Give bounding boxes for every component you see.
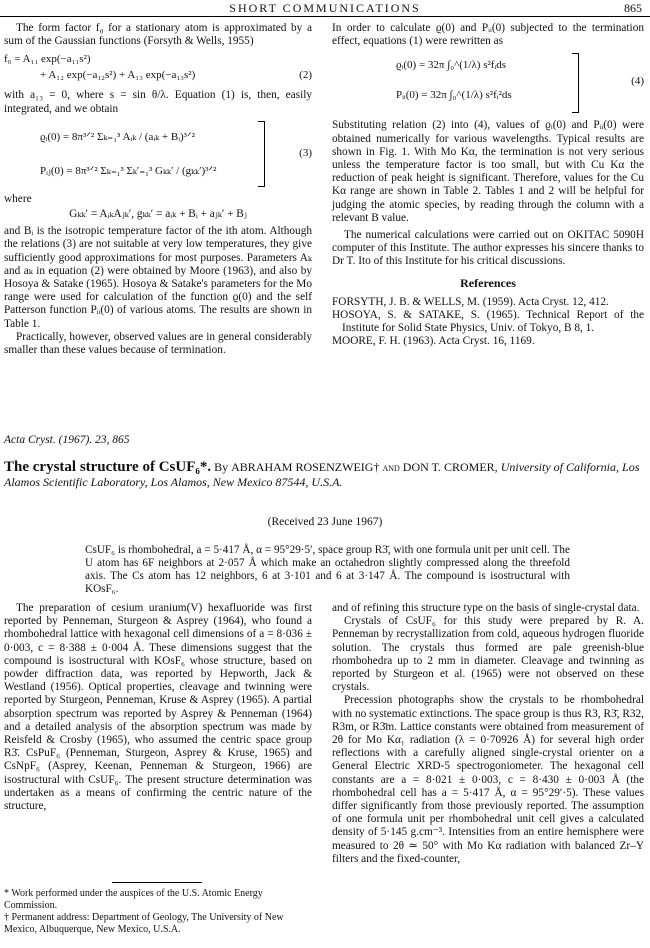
footnote: * Work performed under the auspices of the U.S. Atomic Energy Commission. (4, 888, 263, 911)
paragraph: The numerical calculations were carried out on OKITAC 5090H computer of this Institute. The author expresses his sincere thanks to Dr T. Ito of this Institute for his critical discussions. (332, 229, 644, 268)
equation-line: f₀ = A₁₁ exp(−a₁₁s²) (4, 53, 91, 66)
paragraph: Precession photographs show the crystals to be rhombohedral with no systematic extinctions. The space group is thus R3, R3̄, R32, R3m, or R3̄m. Lattice constants were obtained from measurement of 2θ for Mo Kα₁ radiation (λ = 0·70926 Å) for several high order reflections with a carefully aligned single-crystal orienter on a General Electric XRD-5 spectrogoniometer. The hexagonal cell constants are a = 8·021 ± 0·003, c = 8·430 ± 0·003 Å (the rhombohedral cell has a = 5·417 Å, α = 95°29′·5). These values differ significantly from those previously reported. The assumption of one formula unit per rhombohedral unit cell gives a calculated density of 5·145 g.cm⁻³. Intensities from an entire hemisphere were measured to 2θ ≃ 50° with Mo Kα radiation with balanced Zr–Y filters and the fixed-counter, (332, 694, 644, 865)
article-heading (4, 460, 644, 490)
paragraph: In order to calculate ϱ(0) and Pᵢᵢ(0) subjected to the termination effect, equations (1) were rewritten as (332, 22, 644, 48)
footnote-rule (112, 882, 202, 883)
footnotes (4, 888, 310, 936)
references (332, 277, 644, 349)
paragraph: Practically, however, observed values are in general considerably smaller than these values because of termination. (4, 330, 312, 357)
authors: ABRAHAM ROSENZWEIG† and DON T. CROMER, (231, 460, 498, 474)
paragraph: with a₁₃ = 0, where s = sin θ/λ. Equation (1) is, then, easily integrated, and we obtain (4, 89, 312, 115)
reference-item: FORSYTH, J. B. & WELLS, M. (1959). Acta Cryst. 12, 412. (332, 295, 609, 308)
equation-number: (3) (299, 146, 312, 159)
abstract: CsUF₆ is rhombohedral, a = 5·417 Å, α = 95°29·5′, space group R3̄, with one formula unit per unit cell. The U atom has 6F neighbors at 2·057 Å which make an octahedron slightly compressed along the threefold axis. The Cs atom has 12 neighbors, 6 at 3·101 and 6 at 3·147 Å. The compound is isostructural with KOsF₆. (85, 544, 570, 595)
page-number: 865 (624, 1, 642, 15)
article-title: The crystal structure of CsUF₆*. (4, 459, 212, 475)
equation-line: Pᵢᵢ(0) = 32π ∫₀^(1/λ) s²fᵢ²ds (396, 89, 512, 102)
brace (572, 53, 579, 113)
authors-by: By (214, 460, 229, 474)
paragraph: and Bᵢ is the isotropic temperature factor of the ith atom. Although the relations (3) are not suitable at very low temperatures, they give sufficiently good approximations for most purposes. Parameters Aₖ and aₖ in equation (2) were obtained by Moore (1963), and also by Hosoya & Satake (1965). Hosoya & Satake's parameters for the Mo range were used for calculation of the function ϱ(0) and the self Patterson function Pᵢᵢ(0) of various atoms. The results are shown in Table 1. (4, 225, 312, 330)
paragraph: The preparation of cesium uranium(V) hexafluoride was first reported by Penneman, Sturgeon & Asprey (1964), who found a rhombohedral lattice with hexagonal cell dimensions of a = 8·036 ± 0·003, c = 8·388 ± 0·004 Å. These dimensions suggest that the compound is isostructural with KOsF₆ whose structure, based on powder diffraction data, was reported by Hepworth, Jack & Westland (1956). Optical properties, cleavage and twinning were reported by Sturgeon, Penneman, Kruse & Asprey (1965). A partial absorption spectrum was reported by Asprey & Penneman (1964) and a detailed analysis of the absorption spectrum was made by Reisfeld & Crosby (1965), who assumed the centric space group R3̄. CsPuF₆ (Penneman, Sturgeon, Asprey & Kruse, 1965) and CsNpF₆ (Asprey, Keenan, Penneman & Sturgeon, 1966) are isostructural with CsUF₆. The present structure determination was undertaken as a means of confirming the centric nature of the structure, (4, 602, 312, 813)
reference-item: MOORE, F. H. (1963). Acta Cryst. 16, 1169. (332, 335, 535, 348)
paragraph: The form factor f₀ for a stationary atom is approximated by a sum of the Gaussian functions (Forsyth & Wells, 1955) (4, 22, 312, 48)
equation-line: ϱᵢ(0) = 8π³ᐟ² Σₖ₌₁³ Aᵢₖ / (aᵢₖ + Bᵢ)³ᐟ² (40, 130, 195, 143)
received-date: (Received 23 June 1967) (267, 516, 383, 528)
where-label: where (4, 192, 32, 205)
affiliation: University of California, Los Alamos Scientific Laboratory, Los Alamos, New Mexico 87544, U.S.A. (4, 460, 640, 489)
equation-line: + A₁₂ exp(−a₁₂s²) + A₁₃ exp(−a₁₃s²) (40, 69, 196, 82)
footnote: † Permanent address: Department of Geology, The University of New Mexico, Albuquerque, New Mexico, U.S.A. (4, 912, 284, 935)
reference-item: HOSOYA, S. & SATAKE, S. (1965). Technical Report of the Institute for Solid State Physics, Univ. of Tokyo, B 8, 1. (332, 309, 644, 335)
equation-4 (332, 51, 644, 115)
article-right-column (332, 602, 644, 866)
equation-3 (4, 119, 312, 189)
references-title: References (460, 275, 516, 290)
left-column-top (4, 22, 312, 357)
equation-line: ϱᵢ(0) = 32π ∫₀^(1/λ) s²fᵢds (396, 59, 507, 72)
equation-2 (4, 51, 312, 85)
header-title: SHORT COMMUNICATIONS (229, 1, 421, 15)
right-column-top (332, 22, 644, 349)
paragraph: Crystals of CsUF₆ for this study were prepared by R. A. Penneman by recrystallization from cold, aqueous hydrogen fluoride solution. The crystals thus formed are pale greenish-blue rhombohedra up to 2 mm in diameter. Cleavage and twinning as reported by Sturgeon et al. (1965) were not observed on these crystals. (332, 615, 644, 694)
paragraph: and of refining this structure type on the basis of single-crystal data. (332, 602, 640, 614)
equation-number: (2) (299, 69, 312, 82)
equation-g: Gₖₖ′ = AᵢₖAⱼₖ′, gₖₖ′ = aᵢₖ + Bᵢ + aⱼₖ′ + Bⱼ (69, 208, 247, 221)
equation-line: Pᵢⱼ(0) = 8π³ᐟ² Σₖ₌₁³ Σₖ′₌₁³ Gₖₖ′ / (gₖₖ′)³ᐟ² (40, 164, 217, 177)
paragraph: Substituting relation (2) into (4), values of ϱᵢ(0) and Pᵢᵢ(0) were obtained numerically for various wavelengths. Typical results are shown in Fig. 1. With Mo Kα, the termination is not very serious unless the temperature factor is too small, but with Cu Kα the reduction of peak height is significant. Therefore, values for the Cu Kα range are shown in Table 2. Tables 1 and 2 will be helpful for judging the atomic species, by reading through the column with a relevant B value. (332, 119, 644, 224)
running-header (0, 0, 650, 17)
equation-number: (4) (631, 75, 644, 88)
citation: Acta Cryst. (1967). 23, 865 (4, 434, 130, 446)
article-left-column (4, 602, 312, 813)
brace (258, 121, 265, 187)
